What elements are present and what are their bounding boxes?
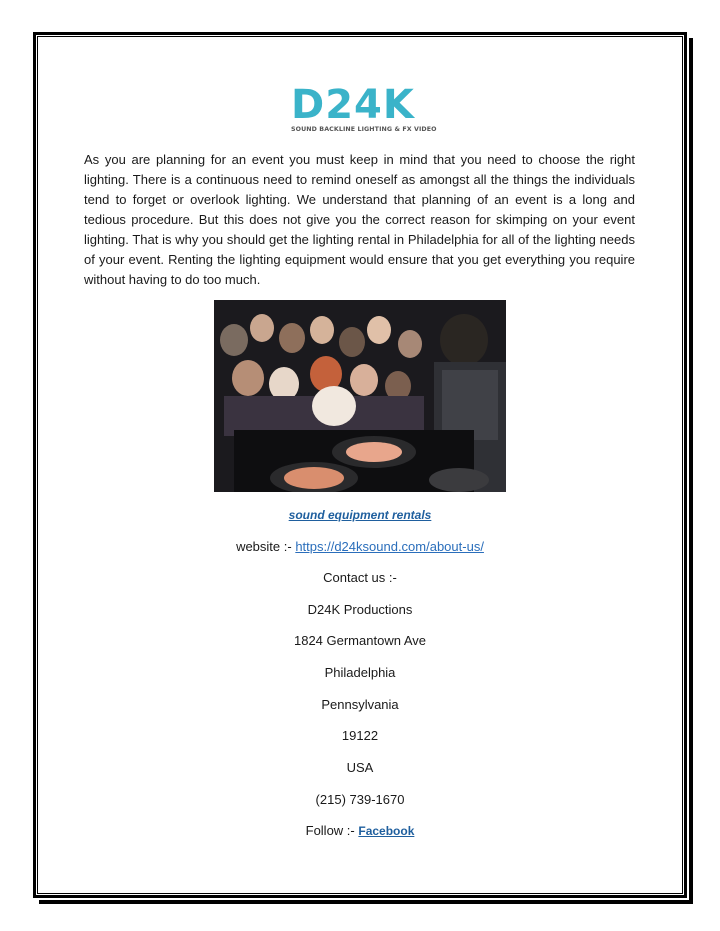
sound-equipment-rentals-link[interactable]: sound equipment rentals	[288, 508, 432, 522]
website-line	[37, 539, 683, 555]
photo-link-line	[37, 507, 683, 523]
facebook-link[interactable]: Facebook	[358, 824, 415, 838]
contact-phone: (215) 739-1670	[315, 792, 405, 807]
contact-zip: 19122	[341, 728, 379, 743]
website-label: website :-	[236, 539, 296, 554]
body-paragraph: As you are planning for an event you must keep in mind that you need to choose the right lighting. There is a continuous need to remind oneself as amongst all the things the individuals tend to forget or overlook lighting. We understand that planning of an event is a long and tedious procedure. But this does not give you the correct reason for skimping on your event lighting. That is why you should get the lighting rental in Philadelphia for all of the lighting needs of your event. Renting the lighting equipment would ensure that you get everything you require without having to do too much.	[84, 152, 635, 287]
website-link[interactable]: https://d24ksound.com/about-us/	[295, 539, 484, 554]
follow-label: Follow :-	[305, 823, 359, 838]
contact-city: Philadelphia	[324, 665, 396, 680]
contact-company: D24K Productions	[307, 602, 413, 617]
contact-state: Pennsylvania	[321, 697, 399, 712]
contact-heading: Contact us :-	[323, 570, 397, 585]
dj-crowd-photo	[214, 300, 506, 492]
dj-crowd-illustration	[214, 300, 506, 492]
contact-country: USA	[346, 760, 374, 775]
logo-subtitle: SOUND BACKLINE LIGHTING & FX VIDEO	[291, 126, 437, 133]
contact-street: 1824 Germantown Ave	[293, 633, 426, 648]
d24k-logo	[291, 82, 437, 136]
logo-mark: D24K	[291, 82, 415, 128]
follow-line	[37, 823, 683, 839]
